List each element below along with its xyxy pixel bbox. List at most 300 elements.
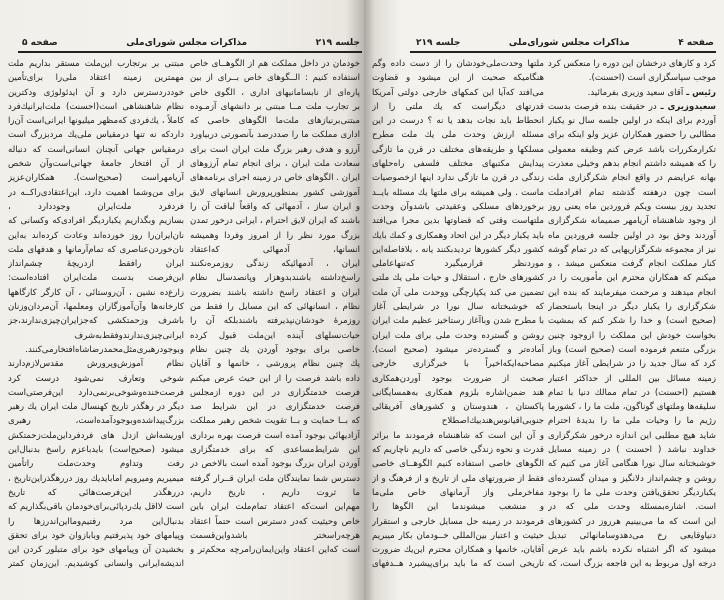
- line-text: تضمین می کند یکپارچگی ووحدت ملی آن ملت: [372, 287, 544, 298]
- text-line: [372, 229, 544, 243]
- line-text: وبوجودرهبری‌مثل‌محمدرضاشاه‌افتخارمی‌کنند.: [25, 344, 184, 355]
- text-line: [548, 386, 716, 400]
- line-text: دسترس شما نمایندگان ملت ایران قــرار گرفته: [190, 473, 360, 484]
- line-text: و ایران ساز ، آدمهائی که واقعاً لیاقت آن را: [190, 201, 360, 212]
- line-text: میشود که اگر اشتباه نکرده باشم باید عرض: [548, 545, 716, 556]
- text-line: [372, 143, 544, 157]
- text-line: [8, 400, 184, 414]
- text-line: [372, 71, 544, 85]
- line-text: داده باشد فرصت را از این حیث عرض میکنم: [190, 373, 360, 384]
- text-line: [8, 515, 184, 529]
- text-line: [548, 243, 716, 257]
- line-text: آرزو و هدف رهبر بزرگ ملت ایران است برای: [190, 144, 360, 155]
- line-text: تکرارمکررات باشد عرض کنم وظیفه معمولی: [548, 144, 716, 155]
- text-line: [190, 343, 360, 357]
- text-line: [372, 286, 544, 300]
- text-line: [8, 300, 184, 314]
- line-text: دیگر در رهگذر تاریخ کهنسال ملت ایران یك رهبر: [8, 402, 184, 413]
- line-text: باید یکبار دیگر در این اتحاد وهمکاری و کمك بایك: [372, 230, 544, 241]
- text-line: [190, 400, 360, 414]
- line-text: نیز از مجموعه شکرگزاریهایی که در تمام گوشه: [548, 244, 716, 255]
- text-line: [372, 386, 544, 400]
- line-text: خاصی برای بوجود آوردن یك چنین نظام: [190, 344, 360, 355]
- line-text: و آن این است که شاهنشاه فرمودند ما براثر: [372, 430, 544, 441]
- line-text: مفاخرملی واز آرمانهای خاص ملی‌ما: [372, 487, 544, 498]
- text-line: [548, 372, 716, 386]
- line-text: جنوبی‌اقیانوس‌هندبیك‌اصطلاح: [441, 416, 544, 427]
- line-text: باشند که ایران لایق احترام ، ایرانی درخور تمدن: [190, 216, 360, 227]
- text-line: [8, 343, 184, 357]
- text-line: [372, 100, 544, 114]
- text-line: [372, 200, 544, 214]
- running-header: [416, 36, 714, 50]
- line-text: اوریشه‌اش ازدل های فردفرداین‌ملت‌زحمتکش: [8, 430, 184, 441]
- line-text: که خوشبختانه سال نورا در شرایطی آغاز: [372, 302, 544, 313]
- text-line: [372, 414, 544, 428]
- line-text: فرصت خدمتگزاری در این شرایط صد: [190, 402, 360, 413]
- text-line: [190, 486, 360, 500]
- line-text: این‌فرصت بدست ملت‌ایران افتاده‌است:: [8, 273, 184, 284]
- line-text: ایران ، آدمهائیکه زندگی روزمره‌نکنند: [190, 259, 360, 270]
- line-text: موردنظر قرارمیگیرد که‌تنهاعاملی: [372, 259, 544, 270]
- line-text: فرمودند در زمینه حل مسایل خارجی و استقرار: [372, 516, 544, 527]
- text-line: [372, 486, 544, 500]
- line-text: فرصت خدمتگزاری در این دوره ازمجلس: [190, 387, 360, 398]
- line-text: میشود (صحیح‌است) باید‌باعزم راسخ بدنبال‌این: [8, 445, 184, 456]
- line-text: آریامهراست (صحیح‌است). همکاران‌عزیز: [8, 173, 184, 184]
- line-text: وپیامهای خود پذیرفتیم وبابازوان خود برای تحقق: [8, 530, 184, 541]
- header-rule: [18, 51, 362, 53]
- line-text: نان‌ایران‌را روز خورده‌اند وعادت کرده‌اند به‌این: [8, 230, 184, 241]
- text-line: [8, 314, 184, 328]
- line-text: اندیشه‌ایرانی وانسانی کوشیدیم. این‌زمان کمتر: [8, 559, 184, 570]
- text-line: [372, 214, 544, 228]
- text-line: [548, 557, 716, 571]
- text-line: [190, 57, 360, 71]
- line-text: است چون درهفته گذشته تمام افرادملت: [548, 187, 716, 198]
- line-text: برخوردهای مسلکی وعقیدتی باشدوآن وحدت: [372, 201, 544, 212]
- line-text: روزمرهٔ خودشان‌نپذیرفته باشندبلکه آن را: [190, 316, 360, 327]
- text-line: [190, 543, 360, 557]
- text-line: [548, 314, 716, 328]
- text-line: [8, 214, 184, 228]
- line-text: میمیریم ومیرویم امابایدیك روز دررهگذراین‌تاریخ ،: [8, 473, 184, 484]
- text-line: [372, 128, 544, 142]
- text-line: [190, 271, 360, 285]
- line-text: بهانه عرایضم در واقع انجام شکرگزاری ملت: [548, 173, 716, 184]
- text-line: [372, 314, 544, 328]
- line-text: در حقیقت بنده فرصت بدست: [548, 101, 657, 112]
- text-line: [548, 515, 716, 529]
- line-text: دررهگذر این‌فرصت‌هائی که تاریخ: [8, 487, 184, 498]
- line-text: آقای سعید وزیری بفرمائید.: [587, 87, 684, 98]
- text-line: [548, 300, 716, 314]
- line-text: حیثیت و اعتبار بین‌المللی خــودمان بکار میبریم: [372, 530, 544, 541]
- text-line: [190, 414, 360, 428]
- text-column-left: [8, 57, 184, 572]
- text-line: [8, 286, 184, 300]
- line-text: آوردم برای اینکه در اولین جلسه سال نو یکبار: [548, 116, 716, 127]
- line-text: که بــا حمایت و بــا تقویت شخص رهبر مملکت: [190, 416, 360, 427]
- text-line: [548, 229, 716, 243]
- line-text: شکرگزاری را یکبار دیگر در اینجا باستحضار: [548, 302, 716, 313]
- line-text: بزرگی متنعم فرموده است (صحیح است) وباز: [548, 344, 716, 355]
- line-text: این شرایط‌مساعدی که برای خدمتگزاری: [190, 445, 360, 456]
- text-line: [8, 257, 184, 271]
- text-line: [8, 429, 184, 443]
- line-text: آزادیهائی بوجود آمده است فرصت بهره برداری: [190, 430, 360, 441]
- line-text: مبتنی‌برنیازهای ملت‌ما الگوهای خاصی که: [190, 116, 360, 127]
- text-line: [190, 357, 360, 371]
- text-line: [8, 457, 184, 471]
- text-line: [372, 515, 544, 529]
- text-line: [372, 557, 544, 571]
- line-text: بدنبال‌این مرد رفتیم‌وما‌این‌اندرزها را: [8, 516, 184, 527]
- line-text: (صحیح است) و خدا را شکر کنم که بمشیت: [548, 316, 716, 327]
- line-text: هستیم (احسنت) در تمام ممالك دنیا با تمام: [548, 387, 716, 398]
- text-line: [8, 200, 184, 214]
- line-text: زارع‌ده نشین ، آن‌روستائی ، آن کارگر کارگاهها: [8, 287, 184, 298]
- line-text: خاص وحیثیت که‌در دسترس است حتماً اعتقاد: [190, 516, 360, 527]
- text-line: [190, 143, 360, 157]
- session-number: جلسه ۲۱۹: [315, 38, 360, 48]
- text-line: [190, 171, 360, 185]
- line-text: آوردند وحق بود در اولین جلسه فروردین ماه: [548, 230, 716, 241]
- line-text: خودمان در داخل مملکت هم از الگوهــای خاص: [190, 59, 360, 69]
- text-line: [372, 400, 544, 414]
- line-text: و منشعب میشوندما این الگوها را: [372, 502, 544, 513]
- line-text: رژیم ما را وحیات ملی ما را بدیدهٔ احترام: [548, 416, 716, 427]
- line-text: مهمترین زمینه اعتقاد ملی‌را برای‌تأمین: [8, 73, 184, 84]
- text-line: [190, 515, 360, 529]
- text-line: [372, 114, 544, 128]
- line-text: روشن و گسترده وحدت ملی برای ملت ایران: [372, 330, 544, 341]
- text-line: [548, 443, 716, 457]
- text-line: [548, 472, 716, 486]
- text-line: [372, 357, 544, 371]
- line-text: باشرف وزحمتکشی که‌جزایران‌چیزی‌ندارند،جز: [8, 316, 184, 327]
- text-line: [548, 400, 716, 414]
- line-text: استفاده کنیم : الــگوهای خاص بــرای از بین: [190, 73, 360, 84]
- text-line: [8, 243, 184, 257]
- text-line: [190, 300, 360, 314]
- text-line: [372, 186, 544, 200]
- text-line: [8, 357, 184, 371]
- line-text: مطالبی را حضور همکاران عزیز ولو اینکه برای: [548, 130, 716, 141]
- text-line: [372, 300, 544, 314]
- text-line: [8, 100, 184, 114]
- text-line: [372, 372, 544, 386]
- line-text: صحبت از ضرورت بوجود آوردن‌همکاری: [372, 373, 544, 384]
- line-text: برای من‌وشما اهمیت دارد، این‌اعتقادی‌راکــه در: [8, 187, 184, 198]
- line-text: حیات‌نسلهای آینده این‌ملت قبول کرده: [190, 330, 360, 341]
- text-column-left: [372, 57, 544, 572]
- line-text: را که همیشه داشتم انجام بدهم وخیلی معذرت: [548, 159, 716, 170]
- line-text: از وجود شاهنشاه آریامهر صمیمانه شکرگزاری: [548, 216, 716, 227]
- line-text: فقط از ضرورتهای ملی از تاریخ و از فرهنگ و از: [372, 473, 544, 484]
- line-text: نان‌خوردن‌عناصری که تمام‌آرمانها و هدفهای ملت: [8, 244, 184, 255]
- line-text: نظام آموزش‌وپرورش مقدس‌لازم‌دارند: [8, 359, 184, 370]
- text-column-right: [548, 57, 716, 572]
- line-text: خداوند نباشد ( احسنت ) در زمینه مسایل: [548, 445, 716, 456]
- text-line: [190, 472, 360, 486]
- line-text: هند ضمن‌اشاره بلزوم همکاری به‌همسایگانی: [372, 387, 544, 398]
- page-number: صفحه ۴: [678, 38, 714, 48]
- line-text: آموزشی کشور بمنظورپرورش انسانهای لایق: [190, 187, 360, 198]
- text-line: [372, 500, 544, 514]
- text-line: [372, 171, 544, 185]
- line-text: خوشبختانه سال نورا هنگامی آغاز می کنیم که: [548, 459, 716, 470]
- line-text: ملتها وحدت‌ملی‌خودشان را از دست داده وگم: [372, 59, 544, 69]
- text-line: [190, 314, 360, 328]
- text-line: [190, 257, 360, 271]
- text-line: [190, 229, 360, 243]
- line-text: مسلکها و طریقه‌های مختلف در قرن ما تازگی: [372, 144, 544, 155]
- text-line: [190, 243, 360, 257]
- text-line: [8, 329, 184, 343]
- text-line: [372, 271, 544, 285]
- text-line: [548, 457, 716, 471]
- text-line: [8, 128, 184, 142]
- line-text: انجام میدهند و مرحمت میفرمایند که بنده این: [548, 287, 716, 298]
- line-text: هرچه‌راسختر باشدواین‌قسمت: [190, 530, 360, 541]
- line-text: پیدایش مکتبهای مختلف فلسفی راه‌حلهای: [372, 159, 544, 170]
- text-line: [190, 457, 360, 471]
- text-line: [548, 329, 716, 343]
- text-column-right: [190, 57, 360, 557]
- running-title: مذاکرات مجلس شورای‌ملی: [508, 38, 630, 48]
- line-text: شاید هیچ مطلبی این اندازه درخور شکرگزاری: [548, 430, 716, 441]
- text-line: [372, 86, 544, 100]
- text-line: [372, 157, 544, 171]
- text-line: [8, 71, 184, 85]
- text-line: [372, 257, 544, 271]
- text-line: [190, 114, 360, 128]
- line-text: شوخی وتعارف نمی‌شود درست کرد: [8, 373, 184, 384]
- text-line: [190, 100, 360, 114]
- text-line: [8, 114, 184, 128]
- text-line: [548, 257, 716, 271]
- text-line: [190, 529, 360, 543]
- line-text: الگوهای خاصی استفاده کنیم الگوهــای خاصی: [372, 459, 544, 470]
- line-text: درمقیاس جهانی آنچنان انسانی‌است که دنباله: [8, 144, 184, 155]
- line-text: سعادت ملت ایران ، برای انجام تمام آرزوهای: [190, 159, 360, 170]
- text-line: [548, 143, 716, 157]
- line-text: اداری مملکت ما را صددرصد بآنصورتی دربیاورد: [190, 130, 360, 141]
- text-line: [190, 429, 360, 443]
- text-line: [548, 128, 716, 142]
- text-line: [372, 429, 544, 443]
- line-text: ما ثروت داریم ، تاریخ داریم،: [190, 487, 360, 498]
- line-text: انسانها، آدمهائی که‌اعتقاد: [190, 244, 360, 255]
- line-text: پاکستان ، هندوستان و کشورهای آفریقائی: [372, 402, 544, 413]
- text-line: [190, 200, 360, 214]
- line-text: موجب سپاسگزاری است (احسنت).: [588, 73, 716, 84]
- text-line: [372, 543, 544, 557]
- text-line: [8, 143, 184, 157]
- text-line: [8, 229, 184, 243]
- line-text: سلیقه‌ها وملتهای گوناگون، ملت ما را ، کشورما: [548, 402, 716, 413]
- line-text: است که‌این اعتقاد واین‌ایمان‌رامرچه محکم‌تر و: [190, 545, 360, 556]
- line-text: بخشیدن آن وپیامهای خود برای متبلور کردن این: [8, 545, 184, 556]
- line-text: ایران رافقط ازدریچهٔ چشم‌انداز: [8, 259, 184, 270]
- line-text: از آن افتخار جامعهٔ جهانی‌است‌وآن شخص: [8, 159, 184, 170]
- text-line: [8, 186, 184, 200]
- text-line: [372, 443, 544, 457]
- running-title: مذاکرات مجلس شورای‌ملی: [126, 38, 248, 48]
- text-line: [190, 443, 360, 457]
- line-text: تاریخی است که ما باید برای‌پیشبرد هــدفهای: [372, 559, 544, 570]
- line-text: بسازیم وبگذاریم یکباردیگر افرادی‌که وکسانی که: [8, 216, 184, 227]
- text-line: [8, 372, 184, 386]
- line-text: راسخ‌داشته باشندبدوهزار وپانصدسال نظام: [190, 273, 360, 284]
- line-text: ملتهاست وقتی که قضاوتها بدین مجرا می‌افتد: [372, 216, 544, 227]
- speaker-name: سعیدوزیری ـ: [656, 101, 716, 112]
- text-line: [372, 343, 544, 357]
- text-line: [8, 472, 184, 486]
- line-text: آوردن ایران بزرگ بوجود آمده است بالاخص در: [190, 459, 360, 470]
- line-text: کشورهای خارج ، استقلال و حیات ملی یك ملتی: [372, 273, 544, 284]
- line-text: کنار مملکت انجام گرفت منعکس میشد ، و: [548, 259, 716, 270]
- text-line: [548, 71, 716, 85]
- text-line: [372, 243, 544, 257]
- line-text: انحطاط باید نجات بدهد یا نه ؟ درست در این: [372, 116, 544, 127]
- line-text: کاملاً ، یك‌فردی که‌مظهر میلیونها ایرانی‌است آن‌را: [8, 116, 184, 127]
- text-line: [548, 271, 716, 285]
- line-text: آماده‌تر و گسترده‌تر میشود (صحیح است).: [372, 344, 544, 355]
- running-header: [22, 36, 360, 50]
- line-text: است لااقل یك‌رد‌پائی‌برای‌خودمان‌ باقی‌بگذاریم که: [8, 502, 184, 513]
- text-line: [8, 271, 184, 285]
- text-line: [372, 457, 544, 471]
- text-line: [8, 171, 184, 185]
- text-line: [548, 171, 716, 185]
- text-line: [548, 86, 716, 100]
- line-text: با مطرح شدن وباآغاز رستاخیز عظیم ملت ایران: [372, 316, 544, 327]
- text-line: [548, 114, 716, 128]
- speaker-name: رئیس ـ: [683, 87, 716, 98]
- line-text: مهم‌این است‌که اعتقاد تمام‌ملت ایران باین: [190, 502, 360, 513]
- line-text: ایران و اعتقاد راسخ داشته باشند بضرورت: [190, 287, 360, 298]
- line-text: تجدید روز بیست ویکم فروردین ماه یعنی روز: [548, 201, 716, 212]
- line-text: درجه اول مربوط به این فاجعه بزرگ است، که: [548, 559, 716, 570]
- text-line: [548, 500, 716, 514]
- line-text: بزرگ‌پیداشده‌وبوجودآمده‌است، رهبری: [8, 416, 184, 427]
- session-number: جلسه ۲۱۹: [416, 38, 461, 48]
- text-line: [548, 429, 716, 443]
- text-line: [548, 486, 716, 500]
- page-number: صفحه ۵: [22, 38, 58, 48]
- line-text: فرصت‌خنده‌وشوخی‌برنمی‌دارد این‌فرصتی‌است: [8, 387, 184, 398]
- line-text: رفت وتداوم وحدت‌ملت راتأمین: [8, 459, 184, 470]
- line-text: زمینه مسائل بین المللی از حداکثر اعتبار: [548, 373, 716, 384]
- text-line: [190, 157, 360, 171]
- text-line: [190, 372, 360, 386]
- text-line: [8, 157, 184, 171]
- line-text: کرد و کارهای درخشان این دوره را منعکس کرد: [548, 59, 716, 69]
- text-line: [548, 200, 716, 214]
- line-text: ایرانی‌چیزی‌ندارندوفقط‌به‌شرف: [74, 330, 184, 341]
- line-text: نظام شاهنشاهی است(احسنت) ملت‌ایرانیك‌فرد: [8, 101, 184, 112]
- text-line: [372, 529, 544, 543]
- text-line: [8, 529, 184, 543]
- line-text: است. اشاره‌بمسئله وحدت ملی که در: [548, 502, 716, 513]
- line-text: کارخانه‌ها وآن‌آموزگاران ومعلمها، آن‌مردان‌وزنان: [8, 302, 184, 313]
- line-text: ایران . الگوهای خاص در زمینه اجرای برنامه‌های: [190, 173, 360, 184]
- text-line: [190, 128, 360, 142]
- line-text: ماست . ولی همیشه برای ملتها یك مسئله بایــد: [372, 187, 544, 198]
- text-line: [190, 329, 360, 343]
- line-text: پاره‌ای از نابسامانیهای اداری ، الگوی خاص: [190, 87, 360, 98]
- text-line: [8, 557, 184, 571]
- text-line: [8, 414, 184, 428]
- text-line: [548, 343, 716, 357]
- header-rule: [410, 51, 716, 53]
- line-text: بر تجارب ملت مــا مبتنی بر دانشهای آزمـوده: [190, 101, 360, 112]
- text-line: [372, 472, 544, 486]
- text-line: [190, 71, 360, 85]
- text-line: [548, 414, 716, 428]
- text-line: [8, 486, 184, 500]
- line-text: هنگامیکه صحبت از این میشود و قضاوت: [372, 73, 544, 84]
- text-line: [372, 329, 544, 343]
- line-text: روشن و چشم‌انداز دلانگیز و میدان گسترده‌ای: [548, 473, 716, 484]
- line-text: مبتنی بر برتجارب این‌ملت مستقر بداریم ملت: [8, 59, 184, 69]
- text-line: [190, 86, 360, 100]
- text-line: [548, 286, 716, 300]
- line-text: قدرت و نحوه زندگی خاصی که داریم ناچاریم که: [372, 445, 544, 456]
- line-text: مسئله ارزش وحدت ملی یك ملت مطرح: [372, 130, 544, 141]
- line-text: کشور دیگر کشورها تردیدبکنند یانه ، بلافاصله‌این: [372, 244, 544, 255]
- line-text: این است که ما می‌بینیم هرروز در کشورهای: [548, 516, 716, 527]
- text-line: [548, 529, 716, 543]
- text-line: [8, 500, 184, 514]
- text-line: [548, 186, 716, 200]
- text-line: [548, 100, 716, 114]
- text-line: [372, 57, 544, 71]
- text-line: [8, 57, 184, 71]
- text-line: [190, 386, 360, 400]
- text-line: [8, 386, 184, 400]
- line-text: یك چنین نظام پرورشی ، خانمها و آقایان: [190, 359, 360, 370]
- text-line: [8, 443, 184, 457]
- line-text: قدرتهای دیگراست که یك ملتی را از: [372, 101, 544, 112]
- line-text: کرد که سال جدید را در شرایطی آغاز میکنیم: [548, 359, 716, 370]
- text-line: [190, 286, 360, 300]
- line-text: میکنم که همکاران محترم این مأموریت را در: [548, 273, 716, 284]
- line-text: می‌افتد که‌آیا این کمکهای خارجی دولتی آمریکا: [372, 87, 544, 98]
- line-text: دنیاوقایعی رخ می‌دهدوسامانهائی تبدیل: [548, 530, 716, 541]
- line-text: خوددردسترس دارد و آن ایدئولوژی ودکترین: [8, 87, 184, 98]
- line-text: مصاحبه‌ایکه‌اخیراً با خبرگزاری خارجی: [372, 359, 544, 370]
- text-line: [190, 500, 360, 514]
- line-text: بخواست خودش این مملکت را ازوجود چنین: [548, 330, 716, 341]
- text-line: [548, 157, 716, 171]
- line-text: نظام ، انسانهائی که این مسایل را فقط من: [190, 302, 360, 313]
- line-text: بزرگ مورد نظر را از امروز وفردا وهمیشه: [190, 230, 360, 241]
- right-page: [364, 0, 724, 600]
- text-line: [548, 214, 716, 228]
- line-text: زندگی در قرن ما تازگی ندارد اینها ازخصوصیات: [372, 173, 544, 184]
- line-text: فردفرد ملت‌ایران وجوددارد ،: [8, 201, 184, 212]
- text-line: [548, 357, 716, 371]
- text-line: [190, 214, 360, 228]
- text-line: [190, 186, 360, 200]
- text-line: [548, 57, 716, 71]
- text-line: [8, 543, 184, 557]
- text-line: [8, 86, 184, 100]
- line-text: داردکه نه تنها درمقیاس ملی‌یك مردبزرگ است: [8, 130, 184, 141]
